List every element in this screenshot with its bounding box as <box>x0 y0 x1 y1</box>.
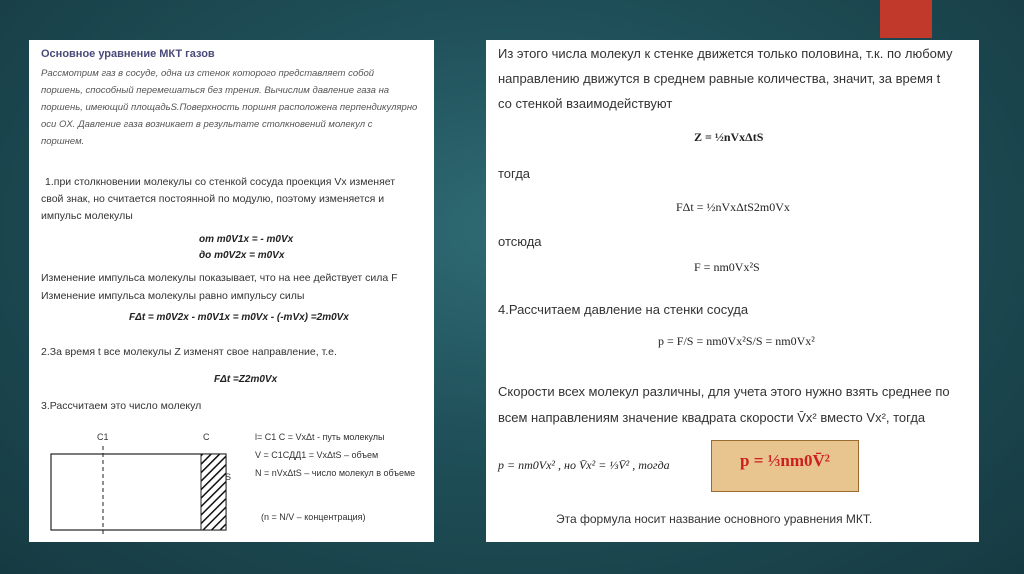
step1-line: импульс молекулы <box>41 210 133 222</box>
momentum-line: Изменение импульса молекулы показывает, что на нее действует сила F <box>41 272 398 284</box>
concentration-desc: (n = N/V – концентрация) <box>261 512 366 522</box>
label-c: C <box>203 432 210 442</box>
red-accent-block <box>880 0 932 38</box>
right-document-page <box>486 40 979 542</box>
step3-line: 3.Рассчитаем это число молекул <box>41 400 202 412</box>
intro-line: поршень, имеющий площадьS.Поверхность поршня расположена перпендикулярно <box>41 102 418 113</box>
section-title: Основное уравнение МКТ газов <box>41 48 215 60</box>
average-line: Скорости всех молекул различны, для учета этого нужно взять среднее по <box>498 384 950 399</box>
intro-line: поршень, способный перемешаться без трения. Вычислим давление газа на <box>41 85 390 96</box>
formula-final: p = nm0Vx² , но V̄x² = ⅓V̄² , тогда <box>498 458 670 472</box>
boxed-formula: p = ⅓nm0V̄² <box>740 451 830 470</box>
formula-impulse: FΔt = m0V2x - m0V1x = m0Vx - (-mVx) =2m0Vx <box>129 312 349 323</box>
formula-z: FΔt =Z2m0Vx <box>214 374 278 385</box>
average-line: всем направлениям значение квадрата скорости V̄x² вместо Vx², тогда <box>498 410 926 425</box>
togda-label: тогда <box>498 166 531 181</box>
boxed-formula-frame <box>711 440 859 492</box>
formula-F: F = nm0Vx²S <box>694 260 760 274</box>
step1-line: 1.при столкновении молекулы со стенкой сосуда проекция Vx изменяет <box>45 176 396 188</box>
left-document-page <box>29 40 434 542</box>
body-line: направлению движутся в среднем равные количества, значит, за время t <box>498 71 941 86</box>
otsyuda-label: отсюда <box>498 234 542 249</box>
piston-hatch <box>201 454 226 530</box>
formula-FdT: FΔt = ½nVxΔtS2m0Vx <box>676 200 790 214</box>
piston-vessel-diagram <box>41 428 251 540</box>
formula-Z: Z = ½nVxΔtS <box>694 130 764 144</box>
body-line: Из этого числа молекул к стенке движется только половина, т.к. по любому <box>498 46 953 61</box>
vessel-outline <box>51 454 226 530</box>
caption-line: Эта формула носит название основного уравнения МКТ. <box>556 512 873 526</box>
step1-line: свой знак, но считается постоянной по модулю, поэтому изменяется и <box>41 193 385 205</box>
momentum-line: Изменение импульса молекулы равно импульсу силы <box>41 290 305 302</box>
count-desc: N = nVxΔtS – число молекул в объеме <box>255 468 416 478</box>
intro-line: оси OX. Давление газа возникает в результате столкновений молекул с <box>41 119 373 130</box>
body-line: со стенкой взаимодействуют <box>498 96 673 111</box>
volume-desc: V = C1СДД1 = VxΔtS – объем <box>255 450 379 460</box>
label-c1: C1 <box>97 432 109 442</box>
formula-from: от m0V1x = - m0Vx <box>199 234 294 245</box>
formula-to: до m0V2x = m0Vx <box>199 250 285 261</box>
path-desc: l= C1 C = VxΔt - путь молекулы <box>255 432 385 442</box>
formula-pressure: p = F/S = nm0Vx²S/S = nm0Vx² <box>658 334 815 348</box>
label-s: S <box>225 472 232 482</box>
step4-line: 4.Рассчитаем давление на стенки сосуда <box>498 302 749 317</box>
step2-line: 2.За время t все молекулы Z изменят свое направление, т.е. <box>41 346 337 358</box>
intro-line: поршнем. <box>41 136 85 147</box>
intro-line: Рассмотрим газ в сосуде, одна из стенок которого представляет собой <box>41 68 375 79</box>
